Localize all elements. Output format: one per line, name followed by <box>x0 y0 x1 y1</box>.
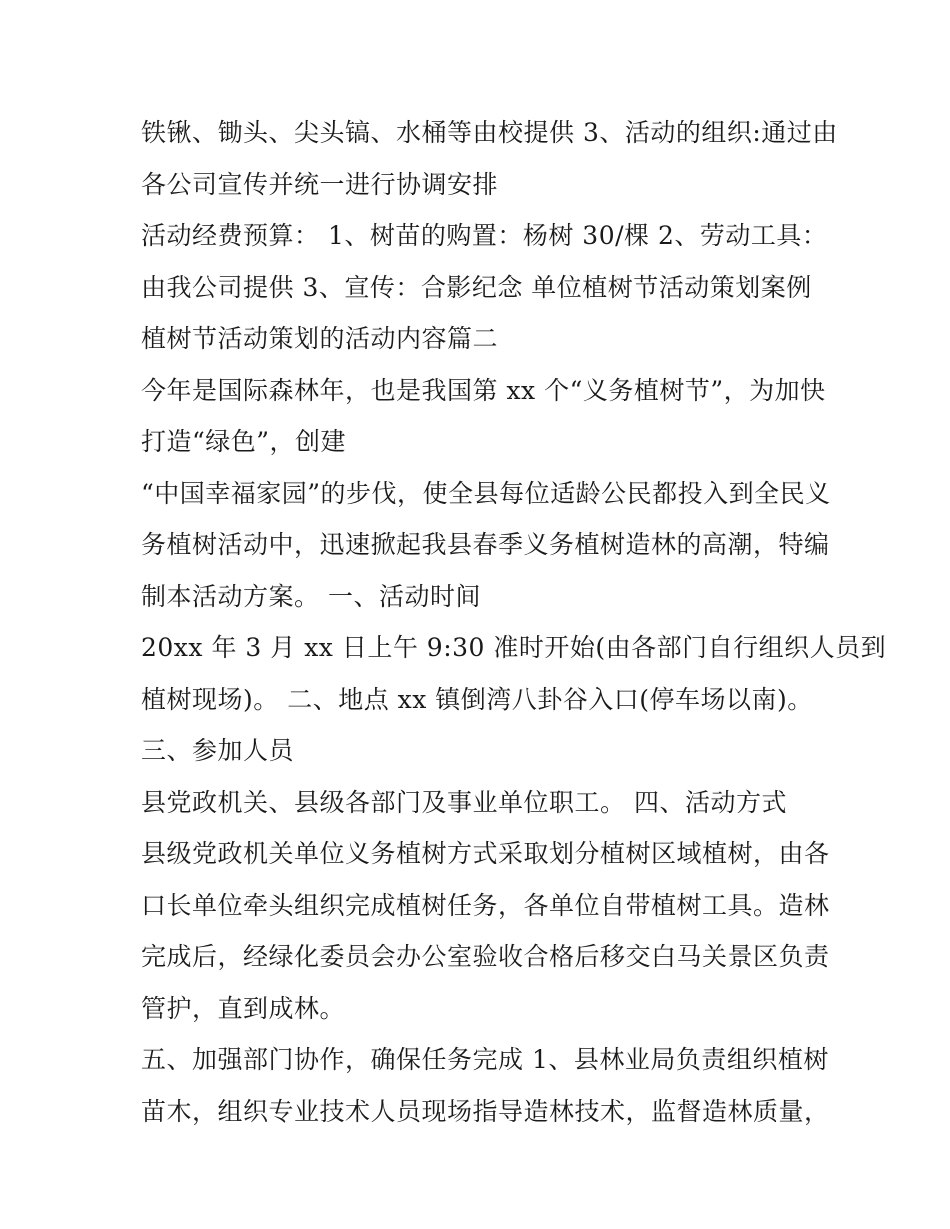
text-line: 县级党政机关单位义务植树方式采取划分植树区域植树，由各 <box>141 839 830 868</box>
text-line: 20xx 年 3 月 xx 日上午 9:30 准时开始(由各部门自行组织人员到 <box>141 633 887 662</box>
text-line: 管护，直到成林。 <box>141 993 346 1023</box>
text-line: 完成后，经绿化委员会办公室验收合格后移交白马关景区负责 <box>141 942 830 971</box>
text-line: 口长单位牵头组织完成植树任务，各单位自带植树工具。造林 <box>141 890 830 920</box>
text-line: 打造“绿色”，创建 <box>141 427 347 456</box>
text-line: 由我公司提供 3、宣传：合影纪念 单位植树节活动策划案例 <box>141 272 812 302</box>
text-line: “中国幸福家园”的步伐，使全县每位适龄公民都投入到全民义 <box>141 478 831 508</box>
text-line: 务植树活动中，迅速掀起我县春季义务植树造林的高潮，特编 <box>141 530 830 559</box>
text-line: 制本活动方案。 一、活动时间 <box>141 581 481 611</box>
text-line: 五、加强部门协作，确保任务完成 1、县林业局负责组织植树 <box>141 1045 829 1074</box>
text-line: 苗木，组织专业技术人员现场指导造林技术，监督造林质量， <box>141 1096 830 1126</box>
text-line: 活动经费预算： 1、树苗的购置：杨树 30/棵 2、劳动工具： <box>141 221 828 250</box>
text-line: 今年是国际森林年，也是我国第 xx 个“义务植树节”，为加快 <box>141 375 826 405</box>
section-heading: 植树节活动策划的活动内容篇二 <box>141 324 499 353</box>
text-line: 植树现场)。 二、地点 xx 镇倒湾八卦谷入口(停车场以南)。 <box>141 684 813 714</box>
text-line: 县党政机关、县级各部门及事业单位职工。 四、活动方式 <box>141 787 787 817</box>
document-body <box>141 107 887 1137</box>
text-line: 三、参加人员 <box>141 736 295 765</box>
text-line: 各公司宣传并统一进行协调安排 <box>141 169 499 199</box>
text-line: 铁锹、锄头、尖头镐、水桶等由校提供 3、活动的组织:通过由 <box>141 118 838 147</box>
